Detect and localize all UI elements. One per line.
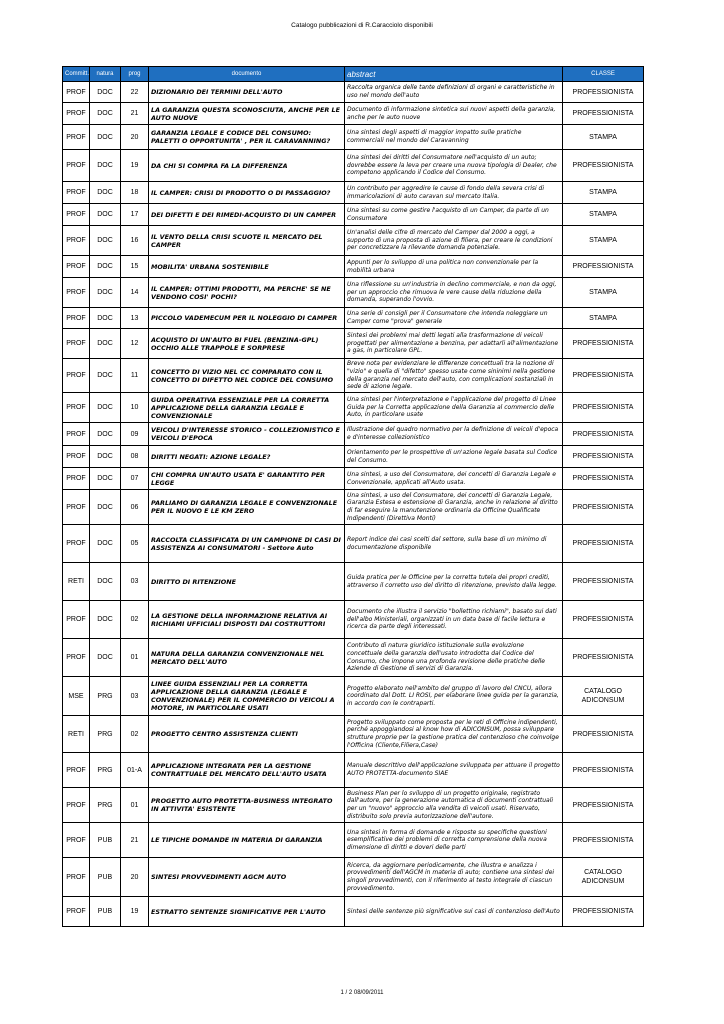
cell-committ: PROF xyxy=(63,204,90,226)
cell-documento: ESTRATTO SENTENZE SIGNIFICATIVE PER L'AUTO xyxy=(149,897,345,927)
cell-committ: PROF xyxy=(63,329,90,359)
cell-natura: PUB xyxy=(90,823,121,858)
cell-abstract: Una sintesi, a uso del Consumatore, dei concetti di Garanzia Legale, Garanzia Estesa e estensione di Garanzia, anche in relazione al diritto di far eseguire la manutenzione ordinaria da Officine Qualificate Indipendenti (Direttiva Monti) xyxy=(345,490,563,525)
cell-classe: PROFESSIONISTA xyxy=(563,601,644,639)
cell-documento: GUIDA OPERATIVA ESSENZIALE PER LA CORRETTA APPLICAZIONE DELLA GARANZIA LEGALE E CONVENZIONALE xyxy=(149,393,345,423)
cell-documento: LA GARANZIA QUESTA SCONOSCIUTA, ANCHE PER LE AUTO NUOVE xyxy=(149,103,345,125)
cell-classe: PROFESSIONISTA xyxy=(563,468,644,490)
cell-natura: PUB xyxy=(90,858,121,897)
cell-abstract: Una sintesi degli aspetti di maggior impatto sulle pratiche commerciali nel mondo del Caravanning xyxy=(345,125,563,150)
cell-prog: 18 xyxy=(121,182,149,204)
cell-abstract: Sintesi dei problemi mai detti legati alla trasformazione di veicoli progettati per alimentazione a benzina, per adattarli all'alimentazione a gas, in particolare GPL. xyxy=(345,329,563,359)
table-row xyxy=(63,446,644,468)
cell-documento: APPLICAZIONE INTEGRATA PER LA GESTIONE CONTRATTUALE DEL MERCATO DELL'AUTO USATA xyxy=(149,753,345,788)
cell-documento: IL CAMPER: CRISI DI PRODOTTO O DI PASSAGGIO? xyxy=(149,182,345,204)
cell-abstract: Manuale descrittivo dell'applicazione sviluppata per attuare il progetto AUTO PROTETTA-documento SIAE xyxy=(345,753,563,788)
cell-classe: STAMPA xyxy=(563,204,644,226)
cell-classe: PROFESSIONISTA xyxy=(563,150,644,182)
cell-abstract: Breve nota per evidenziare le differenze concettuali tra la nozione di "vizio" e quella di "difetto" spesso usate come sininimi nella gestione della garanzia nel mercato dell'auto, con complicazioni sostanziali in sede di azione legale. xyxy=(345,359,563,393)
cell-abstract: Progetto elaborato nell'ambito del gruppo di lavoro del CNCU, allora coordinato dal Dott. LI ROSI, per elaborare linee guida per la garanzia, in accordo con le contraparti. xyxy=(345,677,563,716)
cell-documento: MOBILITA' URBANA SOSTENIBILE xyxy=(149,256,345,278)
cell-natura: PRG xyxy=(90,677,121,716)
cell-abstract: Una riflessione su un'industria in declino commerciale, e non da oggi, per un approccio che rimuova le vere cause della riduzione della domanda, superando l'ovvio. xyxy=(345,278,563,308)
cell-committ: MSE xyxy=(63,677,90,716)
table-row xyxy=(63,82,644,103)
cell-natura: DOC xyxy=(90,563,121,601)
cell-documento: PROGETTO AUTO PROTETTA-BUSINESS INTEGRATO IN ATTIVITA' ESISTENTE xyxy=(149,788,345,823)
cell-prog: 13 xyxy=(121,308,149,329)
table-row xyxy=(63,897,644,927)
cell-natura: PRG xyxy=(90,716,121,753)
cell-natura: DOC xyxy=(90,256,121,278)
page-footer: 1 / 2 08/09/2011 xyxy=(340,990,384,996)
table-row xyxy=(63,204,644,226)
cell-natura: DOC xyxy=(90,446,121,468)
table-row xyxy=(63,563,644,601)
cell-abstract: Progetto sviluppato come proposta per le reti di Officine indipendenti, perché appoggiandosi al know how di ADICONSUM, possa sviluppare strutture proprie per la gestione pratica del contenzioso che coinvolge l'Officina (Cliente,Filiera,Case) xyxy=(345,716,563,753)
table-row xyxy=(63,359,644,393)
table-row xyxy=(63,677,644,716)
cell-classe: PROFESSIONISTA xyxy=(563,563,644,601)
cell-abstract: Una sintesi, a uso del Consumatore, dei concetti di Garanzia Legale e Convenzionale, applicati all'Auto usata. xyxy=(345,468,563,490)
cell-committ: PROF xyxy=(63,423,90,446)
cell-documento: PARLIAMO DI GARANZIA LEGALE E CONVENZIONALE PER IL NUOVO E LE KM ZERO xyxy=(149,490,345,525)
table-row xyxy=(63,490,644,525)
cell-prog: 09 xyxy=(121,423,149,446)
table-row xyxy=(63,788,644,823)
cell-documento: DIRITTI NEGATI: AZIONE LEGALE? xyxy=(149,446,345,468)
cell-abstract: Una sintesi su come gestire l'acquisto di un Camper, da parte di un Consumatore xyxy=(345,204,563,226)
catalog-table xyxy=(62,66,644,927)
table-row xyxy=(63,125,644,150)
table-row xyxy=(63,716,644,753)
cell-documento: LINEE GUIDA ESSENZIALI PER LA CORRETTA APPLICAZIONE DELLA GARANZIA (LEGALE E CONVENZIONALE) PER IL COMMERCIO DI VEICOLI A MOTORE, IN PARTICOLARE USATI xyxy=(149,677,345,716)
cell-abstract: Sintesi delle sentenze più significative sui casi di contenzioso dell'Auto xyxy=(345,897,563,927)
cell-committ: PROF xyxy=(63,359,90,393)
cell-natura: PRG xyxy=(90,788,121,823)
table-row xyxy=(63,256,644,278)
page-header: Catalogo pubblicazioni di R.Caracciolo disponibili xyxy=(291,22,433,29)
cell-prog: 02 xyxy=(121,601,149,639)
cell-classe: PROFESSIONISTA xyxy=(563,103,644,125)
cell-classe: STAMPA xyxy=(563,125,644,150)
cell-abstract: Ricerca, da aggiornare periodicamente, che illustra e analizza i provvedimenti dell'AGCM in materia di auto; contiene una sintesi dei singoli provvedimenti, con il riferimento al testo integrale di ciascun provvedimento. xyxy=(345,858,563,897)
cell-abstract: Guida pratica per le Officine per la corretta tutela dei propri crediti, attraverso il corretto uso del diritto di ritenzione, previsto dalla legge. xyxy=(345,563,563,601)
cell-classe: STAMPA xyxy=(563,182,644,204)
col-header-prog: prog xyxy=(121,67,149,82)
cell-prog: 01 xyxy=(121,639,149,677)
cell-prog: 02 xyxy=(121,716,149,753)
cell-natura: PUB xyxy=(90,897,121,927)
cell-natura: DOC xyxy=(90,525,121,563)
cell-abstract: Orientamento per le prospettive di un'azione legale basata sul Codice del Consumo. xyxy=(345,446,563,468)
cell-abstract: Un contributo per aggredire le cause di fondo della severa crisi di immaricolazioni di auto caravan sul mercato Italia. xyxy=(345,182,563,204)
cell-documento: DIZIONARIO DEI TERMINI DELL'AUTO xyxy=(149,82,345,103)
cell-committ: PROF xyxy=(63,639,90,677)
col-header-classe: CLASSE xyxy=(563,67,644,82)
cell-classe: PROFESSIONISTA xyxy=(563,823,644,858)
cell-documento: CHI COMPRA UN'AUTO USATA E' GARANTITO PER LEGGE xyxy=(149,468,345,490)
cell-classe: STAMPA xyxy=(563,308,644,329)
cell-prog: 12 xyxy=(121,329,149,359)
cell-natura: DOC xyxy=(90,468,121,490)
cell-prog: 20 xyxy=(121,125,149,150)
table-row xyxy=(63,525,644,563)
cell-natura: DOC xyxy=(90,359,121,393)
cell-committ: PROF xyxy=(63,393,90,423)
table-row xyxy=(63,182,644,204)
cell-natura: DOC xyxy=(90,103,121,125)
cell-committ: PROF xyxy=(63,468,90,490)
cell-abstract: Documento che illustra il servizio "bollettino richiami", basato sui dati dell'albo Ministeriali, organizzati in un data base di facile lettura e ricerca da parte degli interessati. xyxy=(345,601,563,639)
table-row xyxy=(63,601,644,639)
cell-committ: PROF xyxy=(63,278,90,308)
cell-documento: DEI DIFETTI E DEI RIMEDI-ACQUISTO DI UN CAMPER xyxy=(149,204,345,226)
cell-committ: PROF xyxy=(63,82,90,103)
cell-prog: 21 xyxy=(121,103,149,125)
cell-classe: PROFESSIONISTA xyxy=(563,525,644,563)
cell-prog: 20 xyxy=(121,858,149,897)
cell-prog: 21 xyxy=(121,823,149,858)
cell-prog: 07 xyxy=(121,468,149,490)
cell-committ: PROF xyxy=(63,182,90,204)
table-row xyxy=(63,639,644,677)
cell-abstract: Contributo di natura giuridico istituzionale sulla evoluzione concettuale della garanzia dell'usato introdotta dal Codice del Consumo, che impone una profonda revisione delle pratiche delle Aziende di Gestione di servizi di Garanzia. xyxy=(345,639,563,677)
cell-committ: PROF xyxy=(63,226,90,256)
cell-classe: PROFESSIONISTA xyxy=(563,329,644,359)
cell-prog: 01-A xyxy=(121,753,149,788)
cell-committ: PROF xyxy=(63,490,90,525)
cell-documento: IL CAMPER: OTTIMI PRODOTTI, MA PERCHE' SE NE VENDONO COSI' POCHI? xyxy=(149,278,345,308)
cell-natura: DOC xyxy=(90,601,121,639)
cell-classe: PROFESSIONISTA xyxy=(563,256,644,278)
cell-abstract: Report indice dei casi scelti dal settore, sulla base di un minimo di documentazione disponibile xyxy=(345,525,563,563)
cell-prog: 06 xyxy=(121,490,149,525)
cell-committ: PROF xyxy=(63,446,90,468)
cell-committ: PROF xyxy=(63,601,90,639)
cell-committ: PROF xyxy=(63,823,90,858)
cell-prog: 03 xyxy=(121,563,149,601)
cell-committ: PROF xyxy=(63,525,90,563)
cell-documento: RACCOLTA CLASSIFICATA DI UN CAMPIONE DI CASI DI ASSISTENZA AI CONSUMATORI - Settore Auto xyxy=(149,525,345,563)
cell-natura: DOC xyxy=(90,82,121,103)
cell-abstract: Documento di informazione sintetica sui nuovi aspetti della garanzia, anche per le auto nuove xyxy=(345,103,563,125)
cell-prog: 05 xyxy=(121,525,149,563)
cell-natura: DOC xyxy=(90,423,121,446)
cell-classe: STAMPA xyxy=(563,226,644,256)
cell-prog: 01 xyxy=(121,788,149,823)
col-header-documento: documento xyxy=(149,67,345,82)
table-row xyxy=(63,278,644,308)
cell-classe: PROFESSIONISTA xyxy=(563,393,644,423)
cell-committ: PROF xyxy=(63,103,90,125)
table-row xyxy=(63,858,644,897)
cell-classe: CATALOGO ADICONSUM xyxy=(563,677,644,716)
cell-natura: DOC xyxy=(90,226,121,256)
table-row xyxy=(63,226,644,256)
cell-abstract: Un'analisi delle cifre di mercato del Camper dal 2000 a oggi, a supporto di una proposta di azione di filiera, per creare le condizioni per concretizzare la rilevante domanda potenziale. xyxy=(345,226,563,256)
cell-prog: 19 xyxy=(121,150,149,182)
cell-natura: DOC xyxy=(90,150,121,182)
cell-classe: PROFESSIONISTA xyxy=(563,490,644,525)
cell-documento: DA CHI SI COMPRA FA LA DIFFERENZA xyxy=(149,150,345,182)
cell-committ: PROF xyxy=(63,150,90,182)
cell-prog: 10 xyxy=(121,393,149,423)
cell-abstract: Una sintesi per l'interpretazione e l'applicazione del progetto di Linee Guida per la Corretta applicazione della Garanzia al commercio delle Auto, in particolare usate xyxy=(345,393,563,423)
cell-abstract: Business Plan per lo sviluppo di un progetto originale, registrato dall'autore, per la generazione automatica di documenti contrattuali per un "nuovo" approccio alla vendita di veicoli usati. Riservato, distribuito solo previa autorizzazione dell'autore. xyxy=(345,788,563,823)
cell-abstract: Raccolta organica delle tante definizioni di organi e caratteristiche in uso nel mondo dell'auto xyxy=(345,82,563,103)
col-header-abstract: abstract xyxy=(345,67,563,82)
cell-committ: PROF xyxy=(63,858,90,897)
col-header-committ: Committ. xyxy=(63,67,90,82)
cell-classe: PROFESSIONISTA xyxy=(563,639,644,677)
cell-documento: VEICOLI D'INTERESSE STORICO - COLLEZIONISTICO E VEICOLI D'EPOCA xyxy=(149,423,345,446)
cell-documento: CONCETTO DI VIZIO NEL CC COMPARATO CON IL CONCETTO DI DIFETTO NEL CODICE DEL CONSUMO xyxy=(149,359,345,393)
cell-natura: DOC xyxy=(90,278,121,308)
cell-classe: PROFESSIONISTA xyxy=(563,82,644,103)
cell-classe: PROFESSIONISTA xyxy=(563,359,644,393)
cell-prog: 17 xyxy=(121,204,149,226)
cell-documento: PICCOLO VADEMECUM PER IL NOLEGGIO DI CAMPER xyxy=(149,308,345,329)
cell-committ: PROF xyxy=(63,897,90,927)
cell-classe: CATALOGO ADICONSUM xyxy=(563,858,644,897)
cell-prog: 16 xyxy=(121,226,149,256)
cell-prog: 15 xyxy=(121,256,149,278)
cell-prog: 08 xyxy=(121,446,149,468)
cell-documento: NATURA DELLA GARANZIA CONVENZIONALE NEL MERCATO DELL'AUTO xyxy=(149,639,345,677)
cell-natura: PRG xyxy=(90,753,121,788)
cell-committ: RETI xyxy=(63,716,90,753)
cell-natura: DOC xyxy=(90,490,121,525)
cell-committ: PROF xyxy=(63,788,90,823)
cell-classe: STAMPA xyxy=(563,278,644,308)
cell-classe: PROFESSIONISTA xyxy=(563,716,644,753)
table-row xyxy=(63,150,644,182)
cell-natura: DOC xyxy=(90,329,121,359)
cell-classe: PROFESSIONISTA xyxy=(563,897,644,927)
table-row xyxy=(63,823,644,858)
table-row xyxy=(63,468,644,490)
cell-natura: DOC xyxy=(90,125,121,150)
cell-documento: GARANZIA LEGALE E CODICE DEL CONSUMO: PALETTI O OPPORTUNITA' , PER IL CARAVANNING? xyxy=(149,125,345,150)
cell-natura: DOC xyxy=(90,393,121,423)
cell-natura: DOC xyxy=(90,308,121,329)
col-header-natura: natura xyxy=(90,67,121,82)
table-row xyxy=(63,103,644,125)
cell-classe: PROFESSIONISTA xyxy=(563,423,644,446)
cell-documento: ACQUISTO DI UN'AUTO BI FUEL (BENZINA-GPL) OCCHIO ALLE TRAPPOLE E SORPRESE xyxy=(149,329,345,359)
cell-committ: PROF xyxy=(63,125,90,150)
cell-prog: 19 xyxy=(121,897,149,927)
cell-documento: LA GESTIONE DELLA INFORMAZIONE RELATIVA AI RICHIAMI UFFICIALI DISPOSTI DAI COSTRUTTORI xyxy=(149,601,345,639)
cell-documento: LE TIPICHE DOMANDE IN MATERIA DI GARANZIA xyxy=(149,823,345,858)
cell-prog: 03 xyxy=(121,677,149,716)
cell-abstract: Una sintesi dei diritti del Consumatore nell'acquisto di un auto; dovrebbe essere la leva per creare una nuova tipologia di Dealer, che competono applicando il Codice del Consumo. xyxy=(345,150,563,182)
cell-natura: DOC xyxy=(90,639,121,677)
cell-classe: PROFESSIONISTA xyxy=(563,788,644,823)
cell-classe: PROFESSIONISTA xyxy=(563,446,644,468)
cell-prog: 22 xyxy=(121,82,149,103)
cell-committ: PROF xyxy=(63,308,90,329)
cell-committ: PROF xyxy=(63,256,90,278)
cell-committ: PROF xyxy=(63,753,90,788)
cell-abstract: Appunti per lo sviluppo di una politica non convenzionale per la mobilità urbana xyxy=(345,256,563,278)
cell-classe: PROFESSIONISTA xyxy=(563,753,644,788)
table-row xyxy=(63,423,644,446)
cell-prog: 14 xyxy=(121,278,149,308)
table-row xyxy=(63,753,644,788)
cell-documento: SINTESI PROVVEDIMENTI AGCM AUTO xyxy=(149,858,345,897)
cell-documento: PROGETTO CENTRO ASSISTENZA CLIENTI xyxy=(149,716,345,753)
cell-natura: DOC xyxy=(90,182,121,204)
table-row xyxy=(63,393,644,423)
cell-natura: DOC xyxy=(90,204,121,226)
cell-committ: RETI xyxy=(63,563,90,601)
table-row xyxy=(63,308,644,329)
cell-documento: DIRITTO DI RITENZIONE xyxy=(149,563,345,601)
header-row xyxy=(63,67,644,82)
cell-abstract: Illustrazione del quadro normativo per la definizione di veicoli d'epoca e d'interesse collezionistico xyxy=(345,423,563,446)
cell-documento: IL VENTO DELLA CRISI SCUOTE IL MERCATO DEL CAMPER xyxy=(149,226,345,256)
cell-abstract: Una sintesi in forma di domande e risposte su specifiche questioni esemplificative dei problemi di corretta comprensione della nuova dimensione di diritti e doveri delle parti xyxy=(345,823,563,858)
table-row xyxy=(63,329,644,359)
cell-prog: 11 xyxy=(121,359,149,393)
cell-abstract: Una serie di consigli per il Consumatore che intenda noleggiare un Camper come "prova" generale xyxy=(345,308,563,329)
